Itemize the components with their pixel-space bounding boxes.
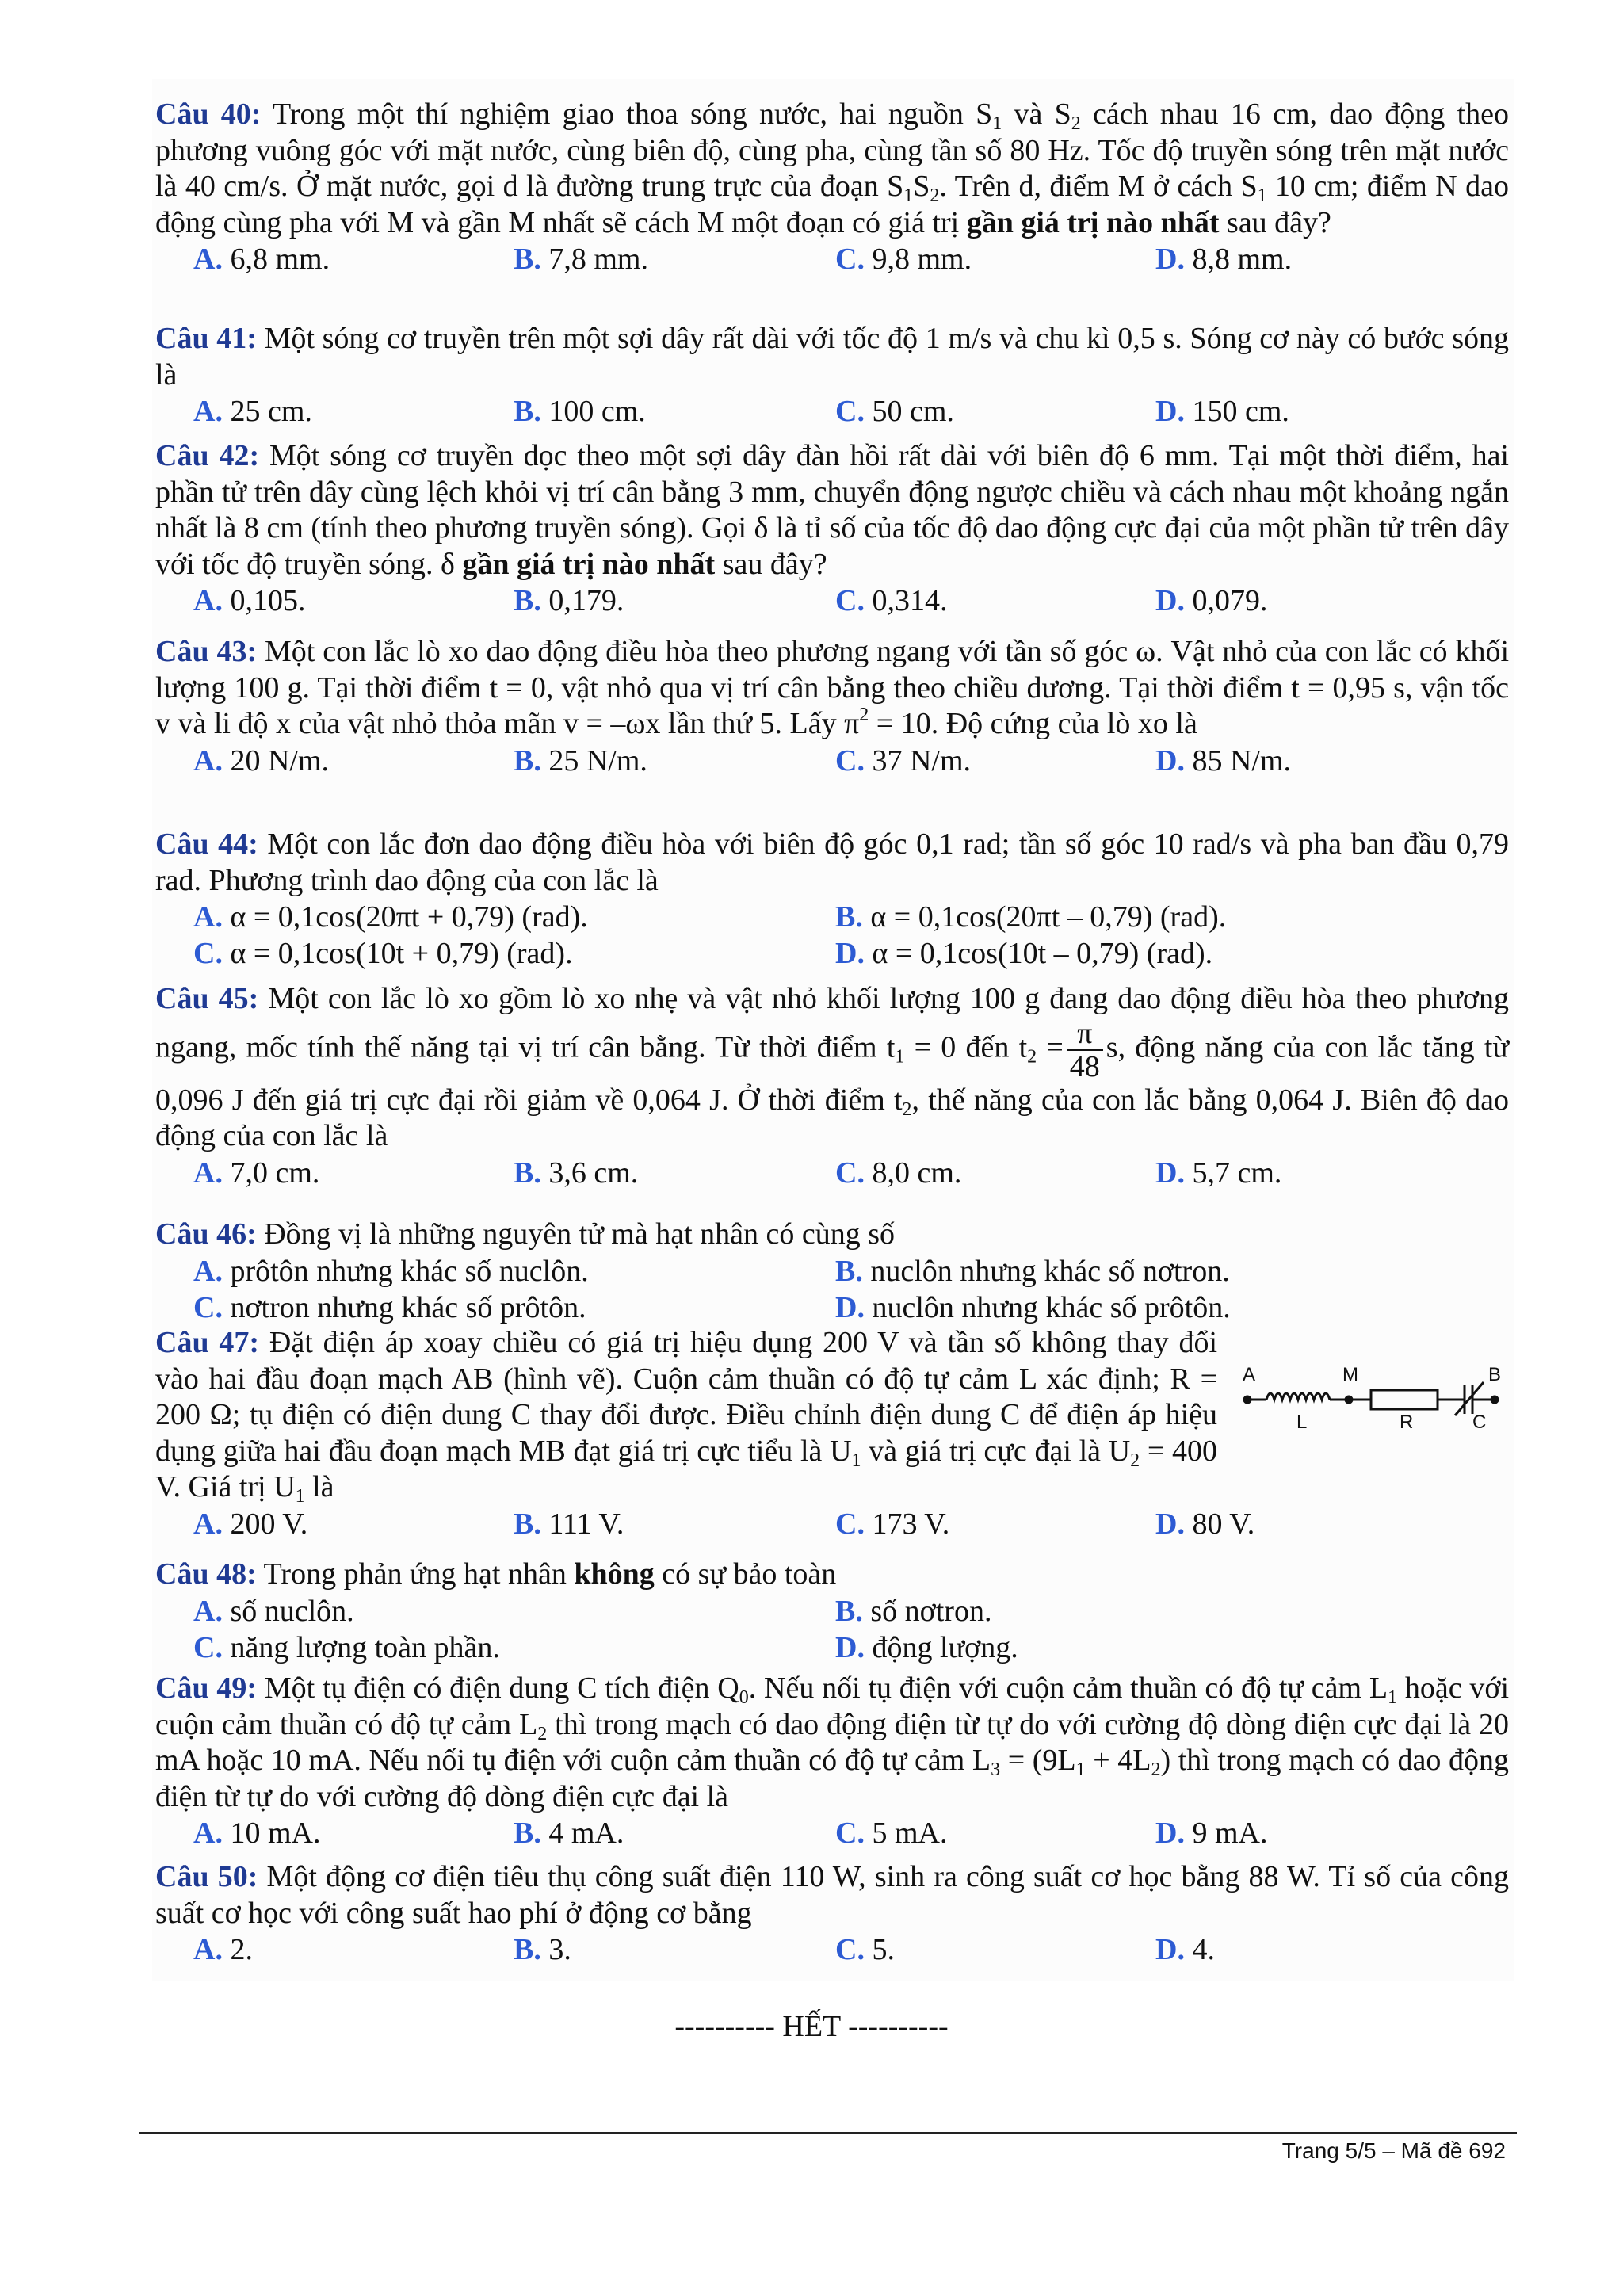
answer-options xyxy=(155,935,1509,972)
option-c[interactable]: C. 0,314. xyxy=(835,584,948,617)
question-42-stem: Câu 42: Một sóng cơ truyền dọc theo một sợi dây đàn hồi rất dài với biên độ 6 mm. Tại một thời điểm, hai phần tử trên dây cùng lệch khỏi vị trí cân bằng 3 mm, chuyển động ngược chiều và cách nhau một khoảng ngắn nhất là 8 cm (tính theo phương truyền sóng). Gọi δ là tỉ số của tốc độ dao động cực đại của một phần tử trên dây với tốc độ truyền sóng. δ gần giá trị nào nhất sau đây? xyxy=(155,439,1509,581)
option-a[interactable]: A. prôtôn nhưng khác số nuclôn. xyxy=(193,1254,589,1288)
option-a[interactable]: A. 10 mA. xyxy=(193,1817,321,1850)
option-a[interactable]: A. 0,105. xyxy=(193,584,306,617)
question-40 xyxy=(155,97,1509,277)
inductor-coil xyxy=(1266,1393,1330,1400)
circuit-label-l: L xyxy=(1296,1412,1308,1433)
option-a[interactable]: A. α = 0,1cos(20πt + 0,79) (rad). xyxy=(193,900,588,934)
option-d[interactable]: D. α = 0,1cos(10t – 0,79) (rad). xyxy=(835,937,1213,970)
question-47-stem: Câu 47: Đặt điện áp xoay chiều có giá trị hiệu dụng 200 V và tần số không thay đổi vào hai đầu đoạn mạch AB (hình vẽ). Cuộn cảm thuần có độ tự cảm L xác định; R = 200 Ω; tụ điện có điện dung C thay đổi được. Điều chỉnh điện dung C để điện áp hiệu dụng giữa hai đầu đoạn mạch MB đạt giá trị cực tiểu là $U_1$ và giá trị cực đại là $U_2 = 400$ V. Giá trị $U_1$ là xyxy=(155,1326,1217,1507)
option-a[interactable]: A. 200 V. xyxy=(193,1507,308,1541)
option-c[interactable]: C. 37 N/m. xyxy=(835,743,972,777)
footer-divider xyxy=(139,2132,1517,2134)
option-c[interactable]: C. 5. xyxy=(835,1933,895,1966)
question-44 xyxy=(155,827,1509,972)
circuit-label-b: B xyxy=(1488,1364,1502,1385)
question-50 xyxy=(155,1859,1509,1968)
circuit-label-a: A xyxy=(1243,1364,1256,1385)
option-d[interactable]: D. nuclôn nhưng khác số prôtôn. xyxy=(835,1290,1231,1324)
option-d[interactable]: D. 80 V. xyxy=(1155,1507,1255,1541)
option-b[interactable]: B. 3. xyxy=(514,1933,571,1966)
answer-options xyxy=(155,743,1509,779)
node-m xyxy=(1346,1396,1352,1403)
terminal-b xyxy=(1491,1396,1498,1403)
option-c[interactable]: C. α = 0,1cos(10t + 0,79) (rad). xyxy=(193,937,573,970)
answer-options xyxy=(155,1253,1509,1289)
option-b[interactable]: B. 7,8 mm. xyxy=(514,243,648,276)
option-b[interactable]: B. nuclôn nhưng khác số nơtron. xyxy=(835,1254,1230,1288)
answer-options xyxy=(155,393,1509,430)
option-d[interactable]: D. 4. xyxy=(1155,1933,1215,1966)
circuit-label-c: C xyxy=(1472,1412,1487,1433)
answer-options xyxy=(155,1815,1509,1851)
option-d[interactable]: D. 0,079. xyxy=(1155,584,1268,617)
question-46 xyxy=(155,1217,1509,1326)
option-b[interactable]: B. 0,179. xyxy=(514,584,624,617)
option-c[interactable]: C. nơtron nhưng khác số prôtôn. xyxy=(193,1290,586,1324)
answer-options xyxy=(155,1289,1509,1326)
option-d[interactable]: D. 5,7 cm. xyxy=(1155,1156,1282,1190)
option-d[interactable]: D. 85 N/m. xyxy=(1155,743,1292,777)
option-b[interactable]: B. 3,6 cm. xyxy=(514,1156,639,1190)
question-43 xyxy=(155,634,1509,779)
option-c[interactable]: C. 9,8 mm. xyxy=(835,243,972,276)
question-41 xyxy=(155,321,1509,430)
answer-options xyxy=(155,583,1509,619)
option-c[interactable]: C. 50 cm. xyxy=(835,395,954,428)
option-b[interactable]: B. số nơtron. xyxy=(835,1594,992,1628)
option-a[interactable]: A. 7,0 cm. xyxy=(193,1156,320,1190)
question-45-stem: Câu 45: Một con lắc lò xo gồm lò xo nhẹ và vật nhỏ khối lượng 100 g đang dao động điều hòa theo phương ngang, mốc tính thế năng tại vị trí cân bằng. Từ thời điểm $t_1 = 0$ đến $t_2$ = $\frac{\pi}{48}$ s, động năng của con lắc tăng từ 0,096 J đến giá trị cực đại rồi giảm về 0,064 J. Ở thời điểm $t_2$, thế năng của con lắc bằng 0,064 J. Biên độ dao động của con lắc là xyxy=(155,982,1510,1152)
fraction-pi-over-48: $\frac{\pi}{48}$ xyxy=(1067,1018,1103,1083)
question-48 xyxy=(155,1557,1509,1666)
answer-options xyxy=(155,1593,1509,1629)
option-d[interactable]: D. 150 cm. xyxy=(1155,395,1289,428)
resistor xyxy=(1371,1390,1438,1409)
question-50-stem: Câu 50: Một động cơ điện tiêu thụ công suất điện 110 W, sinh ra công suất cơ học bằng 88 W. Tỉ số của công suất cơ học với công suất hao phí ở động cơ bằng xyxy=(155,1860,1509,1930)
question-49-stem: Câu 49: Một tụ điện có điện dung C tích điện $Q_0$. Nếu nối tụ điện với cuộn cảm thuần có độ tự cảm $L_1$ hoặc với cuộn cảm thuần có độ tự cảm $L_2$ thì trong mạch có dao động điện từ tự do với cường độ dòng điện cực đại là 20 mA hoặc 10 mA. Nếu nối tụ điện với cuộn cảm thuần có độ tự cảm $L_3 = (9L_1 + 4L_2)$ thì trong mạch có dao động điện từ tự do với cường độ dòng điện cực đại là xyxy=(155,1671,1510,1813)
option-b[interactable]: B. 111 V. xyxy=(514,1507,624,1541)
option-c[interactable]: C. 5 mA. xyxy=(835,1817,948,1850)
answer-options xyxy=(155,241,1509,277)
option-a[interactable]: A. 25 cm. xyxy=(193,395,312,428)
answer-options xyxy=(155,1506,1509,1542)
option-b[interactable]: B. 4 mA. xyxy=(514,1817,624,1850)
circuit-label-m: M xyxy=(1342,1364,1358,1385)
question-43-stem: Câu 43: Một con lắc lò xo dao động điều hòa theo phương ngang với tần số góc ω. Vật nhỏ của con lắc có khối lượng 100 g. Tại thời điểm t = 0, vật nhỏ qua vị trí cân bằng theo chiều dương. Tại thời điểm t = 0,95 s, vận tốc v và li độ x của vật nhỏ thỏa mãn v = –ωx lần thứ 5. Lấy $\pi^2 = 10$. Độ cứng của lò xo là xyxy=(155,635,1509,740)
option-b[interactable]: B. 25 N/m. xyxy=(514,743,647,777)
question-40-stem: Câu 40: Trong một thí nghiệm giao thoa sóng nước, hai nguồn $S_1$ và $S_2$ cách nhau 16 cm, dao động theo phương vuông góc với mặt nước, cùng biên độ, cùng pha, cùng tần số 80 Hz. Tốc độ truyền sóng trên mặt nước là 40 cm/s. Ở mặt nước, gọi d là đường trung trực của đoạn $S_1S_2$. Trên d, điểm M ở cách $S_1$ 10 cm; điểm N dao động cùng pha với M và gần M nhất sẽ cách M một đoạn có giá trị gần giá trị nào nhất sau đây? xyxy=(155,97,1510,239)
page-footer: Trang 5/5 – Mã đề 692 xyxy=(1281,2138,1506,2163)
option-c[interactable]: C. 8,0 cm. xyxy=(835,1156,962,1190)
option-c[interactable]: C. 173 V. xyxy=(835,1507,950,1541)
option-d[interactable]: D. động lượng. xyxy=(835,1630,1018,1664)
question-49 xyxy=(155,1671,1509,1851)
end-marker: ---------- HẾT ---------- xyxy=(674,2010,949,2043)
option-a[interactable]: A. 6,8 mm. xyxy=(193,243,330,276)
option-b[interactable]: B. α = 0,1cos(20πt – 0,79) (rad). xyxy=(835,900,1227,934)
circuit-label-r: R xyxy=(1400,1412,1414,1433)
answer-options xyxy=(155,899,1509,935)
question-45 xyxy=(155,981,1509,1191)
question-46-stem: Câu 46: Đồng vị là những nguyên tử mà hạt nhân có cùng số xyxy=(155,1217,896,1251)
question-41-stem: Câu 41: Một sóng cơ truyền trên một sợi dây rất dài với tốc độ 1 m/s và chu kì 0,5 s. Sóng cơ này có bước sóng là xyxy=(155,322,1510,392)
option-a[interactable]: A. 2. xyxy=(193,1933,253,1966)
option-d[interactable]: D. 9 mA. xyxy=(1155,1817,1268,1850)
answer-options xyxy=(155,1629,1509,1666)
circuit-diagram xyxy=(1236,1363,1514,1450)
answer-options xyxy=(155,1155,1509,1191)
option-d[interactable]: D. 8,8 mm. xyxy=(1155,243,1293,276)
question-48-stem: Câu 48: Trong phản ứng hạt nhân không có sự bảo toàn xyxy=(155,1557,837,1591)
answer-options xyxy=(155,1931,1509,1968)
option-a[interactable]: A. 20 N/m. xyxy=(193,743,330,777)
question-label: Câu 40: xyxy=(155,97,262,131)
question-42 xyxy=(155,438,1509,619)
option-c[interactable]: C. năng lượng toàn phần. xyxy=(193,1630,500,1664)
option-b[interactable]: B. 100 cm. xyxy=(514,395,646,428)
option-a[interactable]: A. số nuclôn. xyxy=(193,1594,354,1628)
question-44-stem: Câu 44: Một con lắc đơn dao động điều hòa với biên độ góc 0,1 rad; tần số góc 10 rad/s và pha ban đầu 0,79 rad. Phương trình dao động của con lắc là xyxy=(155,827,1510,897)
